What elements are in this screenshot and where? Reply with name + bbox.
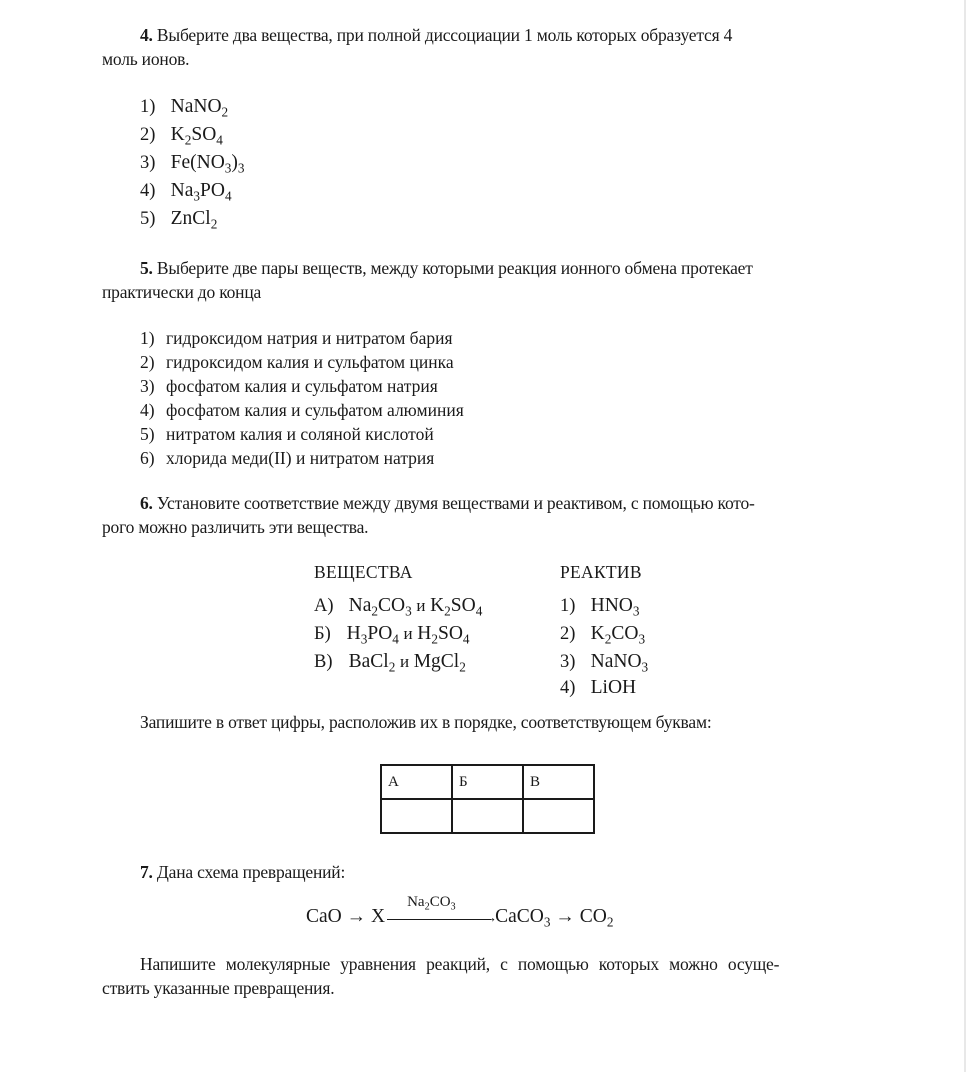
- formula: $K_2SO_4$: [430, 595, 483, 619]
- option-text: гидроксидом натрия и нитратом бария: [166, 328, 453, 348]
- question-6-line1: [140, 491, 755, 515]
- option-text: гидроксидом калия и сульфатом цинка: [166, 352, 454, 372]
- question-5-line2: практически до конца: [102, 282, 262, 302]
- substance-letter: А): [314, 596, 334, 616]
- reagent-3: [560, 650, 648, 674]
- question-number: 6.: [140, 493, 153, 513]
- formula: ZnCl$_2$: [170, 208, 218, 232]
- option-6: [140, 446, 434, 470]
- answer-table: [380, 764, 595, 834]
- question-7-line1: [140, 860, 345, 884]
- answer-header-b: Б: [452, 765, 523, 799]
- conjunction: и: [399, 652, 410, 671]
- option-1: [140, 95, 228, 119]
- formula: $Na_2CO_3$: [348, 595, 412, 619]
- option-number: 4): [140, 400, 155, 420]
- substance-v: [314, 650, 466, 674]
- option-1: [140, 326, 453, 350]
- reagents-header: РЕАКТИВ: [560, 562, 642, 582]
- transformation-scheme: [306, 893, 614, 930]
- formula: $H_3PO_4$: [346, 623, 399, 647]
- option-number: 5): [140, 424, 155, 444]
- arrow-icon: →: [346, 906, 367, 927]
- option-text: фосфатом калия и сульфатом натрия: [166, 376, 438, 396]
- formula: $K_2CO_3$: [590, 623, 646, 647]
- substance-a: [314, 594, 482, 618]
- option-number: 5): [140, 209, 156, 229]
- reagent-number: 3): [560, 652, 576, 672]
- answer-header-v: В: [523, 765, 594, 799]
- compound-x: X: [371, 906, 386, 927]
- answer-cell-v[interactable]: [523, 799, 594, 833]
- formula: $Na_3PO_4$: [170, 180, 232, 204]
- formula: $H_2SO_4$: [417, 623, 470, 647]
- option-number: 1): [140, 97, 156, 117]
- substances-header: ВЕЩЕСТВА: [314, 562, 413, 582]
- question-number: 4.: [140, 25, 153, 45]
- option-2: [140, 350, 454, 374]
- substance-letter: Б): [314, 624, 331, 644]
- question-4-line1: [140, 23, 732, 47]
- option-5: [140, 422, 434, 446]
- option-number: 2): [140, 352, 155, 372]
- option-4: [140, 179, 232, 203]
- question-4-line2: моль ионов.: [102, 49, 190, 69]
- reagent-number: 1): [560, 596, 576, 616]
- option-4: [140, 398, 464, 422]
- option-text: нитратом калия и соляной кислотой: [166, 424, 434, 444]
- formula: NaNO$_2$: [170, 96, 229, 120]
- arrow-reagent-label: $Na_2CO_3$: [407, 893, 456, 913]
- option-number: 3): [140, 376, 155, 396]
- answer-cell-a[interactable]: [381, 799, 452, 833]
- formula: $K_2SO_4$: [170, 124, 223, 148]
- reagent-number: 2): [560, 624, 576, 644]
- long-arrow-icon: $Na_2CO_3$ →: [385, 908, 495, 928]
- question-text: Установите соответствие между двумя веществами и реактивом, с помощью кото-: [156, 493, 755, 513]
- question-text: Выберите два вещества, при полной диссоциации 1 моль которых образуется 4: [156, 25, 733, 45]
- answer-table-value-row: [381, 799, 594, 833]
- reagent-4: [560, 676, 636, 700]
- option-3: [140, 151, 245, 175]
- option-3: [140, 374, 438, 398]
- formula: BaCl$_2$: [348, 651, 396, 675]
- compound-co2: $CO_2$: [579, 906, 614, 930]
- option-text: фосфатом калия и сульфатом алюминия: [166, 400, 464, 420]
- reagent-1: [560, 594, 640, 618]
- formula: MgCl$_2$: [413, 651, 466, 675]
- formula: NaNO$_3$: [590, 651, 649, 675]
- option-number: 6): [140, 448, 155, 468]
- formula: $HNO_3$: [590, 595, 640, 619]
- option-number: 2): [140, 125, 156, 145]
- answer-header-a: А: [381, 765, 452, 799]
- question-number: 5.: [140, 258, 153, 278]
- compound-caco3: CaCO$_3$: [495, 906, 551, 930]
- option-number: 1): [140, 328, 155, 348]
- arrow-icon: →: [555, 906, 575, 927]
- option-2: [140, 123, 223, 147]
- option-5: [140, 207, 217, 231]
- question-6-line2: рого можно различить эти вещества.: [102, 517, 369, 537]
- answer-instruction: Запишите в ответ цифры, расположив их в порядке, соответствующем буквам:: [140, 712, 712, 732]
- option-number: 4): [140, 181, 156, 201]
- question-text: Дана схема превращений:: [156, 862, 346, 882]
- formula: LiOH: [590, 677, 637, 698]
- question-5-line1: [140, 256, 753, 280]
- conjunction: и: [403, 624, 413, 643]
- option-text: хлорида меди(II) и нитратом натрия: [166, 448, 435, 468]
- reagent-2: [560, 622, 645, 646]
- formula: $Fe(NO_3)_3$: [170, 152, 245, 176]
- answer-cell-b[interactable]: [452, 799, 523, 833]
- conjunction: и: [416, 596, 426, 615]
- substance-letter: В): [314, 652, 333, 672]
- compound-cao: CaO: [306, 906, 342, 927]
- answer-table-header-row: [381, 765, 594, 799]
- question-7-instruction-line1: Напишите молекулярные уравнения реакций, с помощью которых можно осуще-: [140, 954, 780, 974]
- question-text: Выберите две пары веществ, между которыми реакция ионного обмена протекает: [156, 258, 753, 278]
- option-number: 3): [140, 153, 156, 173]
- question-7-instruction-line2: ствить указанные превращения.: [102, 978, 335, 998]
- substance-b: [314, 622, 470, 646]
- question-number: 7.: [140, 862, 153, 882]
- reagent-number: 4): [560, 678, 576, 698]
